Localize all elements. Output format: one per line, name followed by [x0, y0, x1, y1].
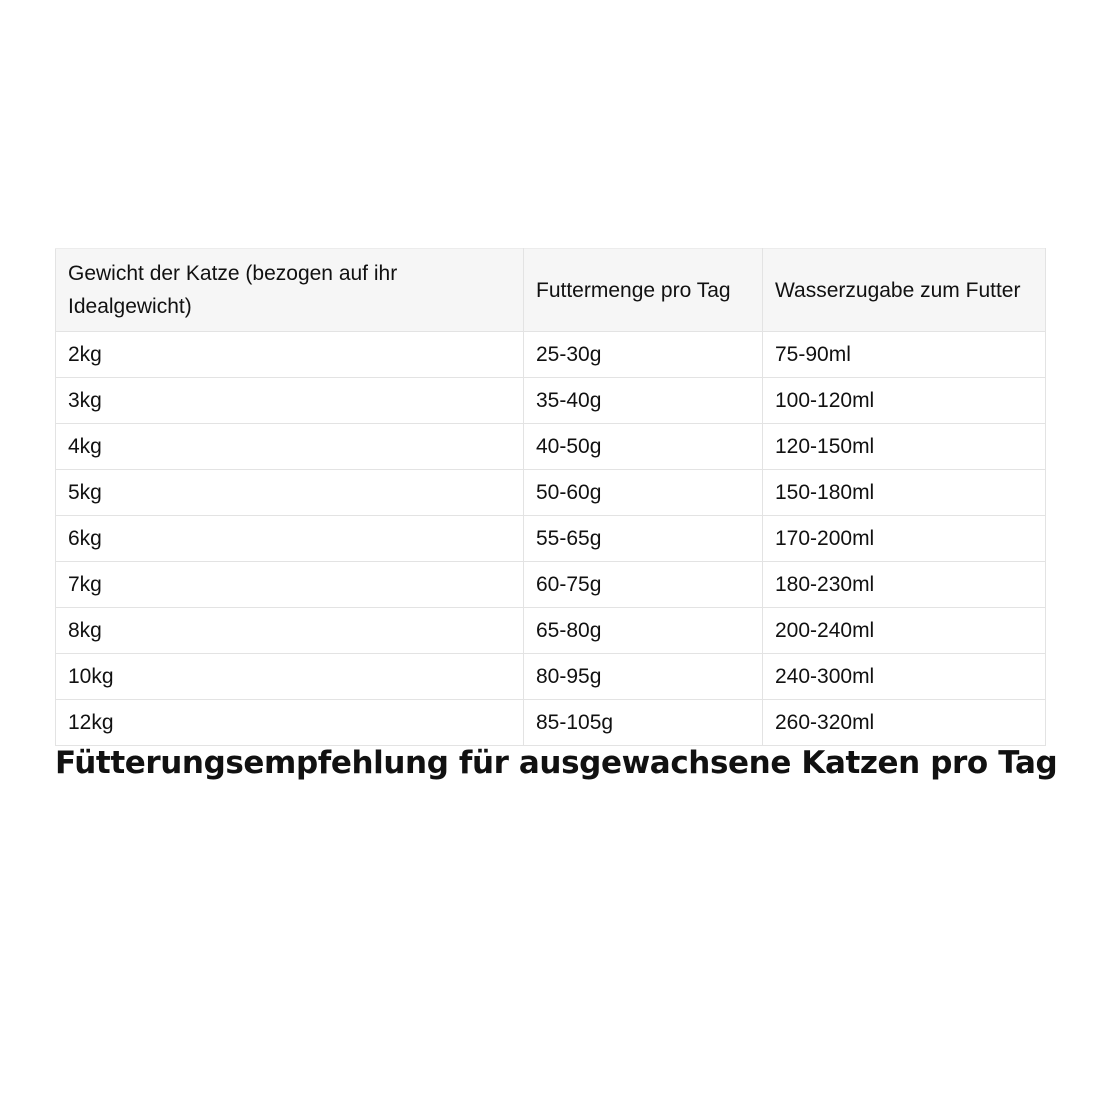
feeding-table: [55, 248, 1046, 746]
cell-food-amount: 25-30g: [524, 332, 763, 378]
cell-food-amount: 50-60g: [524, 470, 763, 516]
cell-water-addition: 75-90ml: [763, 332, 1046, 378]
table-row: [56, 470, 1046, 516]
table-row: [56, 562, 1046, 608]
cell-food-amount: 35-40g: [524, 378, 763, 424]
cell-water-addition: 170-200ml: [763, 516, 1046, 562]
table-header: [56, 249, 1046, 332]
cell-water-addition: 200-240ml: [763, 608, 1046, 654]
table-row: [56, 332, 1046, 378]
cell-cat-weight: 3kg: [56, 378, 524, 424]
header-cat-weight: Gewicht der Katze (bezogen auf ihr Idealgewicht): [56, 249, 524, 332]
cell-cat-weight: 4kg: [56, 424, 524, 470]
cell-food-amount: 80-95g: [524, 654, 763, 700]
table-row: [56, 516, 1046, 562]
cell-food-amount: 40-50g: [524, 424, 763, 470]
header-food-amount: Futtermenge pro Tag: [524, 249, 763, 332]
cell-cat-weight: 5kg: [56, 470, 524, 516]
table-row: [56, 424, 1046, 470]
cell-water-addition: 150-180ml: [763, 470, 1046, 516]
cell-cat-weight: 8kg: [56, 608, 524, 654]
header-water-addition: Wasserzugabe zum Futter: [763, 249, 1046, 332]
cell-cat-weight: 6kg: [56, 516, 524, 562]
table-row: [56, 654, 1046, 700]
cell-water-addition: 180-230ml: [763, 562, 1046, 608]
cell-cat-weight: 7kg: [56, 562, 524, 608]
table-row: [56, 608, 1046, 654]
table-row: [56, 700, 1046, 746]
cell-cat-weight: 12kg: [56, 700, 524, 746]
table-caption: Fütterungsempfehlung für ausgewachsene Katzen pro Tag: [55, 745, 1058, 781]
cell-water-addition: 260-320ml: [763, 700, 1046, 746]
cell-food-amount: 65-80g: [524, 608, 763, 654]
cell-food-amount: 55-65g: [524, 516, 763, 562]
cell-food-amount: 60-75g: [524, 562, 763, 608]
header-row: [56, 249, 1046, 332]
cell-food-amount: 85-105g: [524, 700, 763, 746]
cell-cat-weight: 2kg: [56, 332, 524, 378]
table-row: [56, 378, 1046, 424]
cell-water-addition: 100-120ml: [763, 378, 1046, 424]
cell-cat-weight: 10kg: [56, 654, 524, 700]
cell-water-addition: 120-150ml: [763, 424, 1046, 470]
table-body: [56, 332, 1046, 746]
cell-water-addition: 240-300ml: [763, 654, 1046, 700]
feeding-table-container: [55, 248, 1045, 746]
